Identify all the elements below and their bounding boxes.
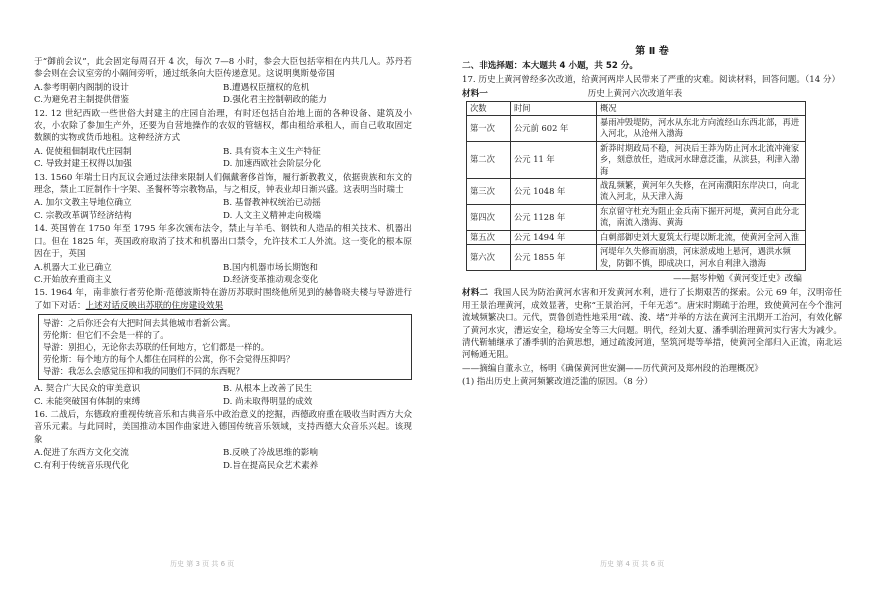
table-cell: 第三次 bbox=[467, 179, 511, 205]
table-title: 历史上黄河六次改道年表 bbox=[587, 89, 683, 100]
q13-options bbox=[34, 197, 412, 222]
table-row bbox=[467, 116, 806, 142]
q13-option-d: D. 人文主义精神走向极端 bbox=[223, 210, 321, 221]
table-cell: 战乱频繁，黄河年久失修，在河南濮阳东岸决口，向北流入河北，从天津入海 bbox=[597, 179, 806, 205]
q12-option-d: D. 加速西欧社会阶层分化 bbox=[223, 159, 321, 170]
table-row bbox=[467, 245, 806, 271]
q11-option-c: C.为避免君主制提供借鉴 bbox=[34, 95, 129, 106]
q17-subquestion-1: (1) 指出历史上黄河频繁改道泛滥的原因。（8 分） bbox=[462, 377, 653, 388]
history-table bbox=[466, 101, 806, 271]
q16-option-a: A.促进了东西方文化交流 bbox=[34, 448, 129, 459]
q11-option-d: D.强化君主控制朝政的能力 bbox=[223, 95, 327, 106]
q12-option-b: B. 具有资本主义生产特征 bbox=[223, 146, 321, 157]
dialogue-line: 劳伦斯：但它们不会是一样的了。 bbox=[43, 330, 169, 341]
page-footer-right: 历史 第 4 页 共 6 页 bbox=[600, 560, 665, 568]
q16-option-d: D.旨在提高民众艺术素养 bbox=[223, 460, 319, 471]
left-column bbox=[34, 56, 412, 473]
table-cell: 第六次 bbox=[467, 245, 511, 271]
table-header-cell: 概况 bbox=[597, 101, 806, 115]
q12-option-a: A. 促使租佃制取代庄园制 bbox=[34, 146, 132, 157]
q13-option-a: A. 加尔文教主导地位确立 bbox=[34, 198, 132, 209]
table-cell: 新莽时期政局不稳，河决后王莽为防止河水北流冲淹家乡，刻意放任，造成河水肆意泛滥，从滨县，利津入渤海 bbox=[597, 141, 806, 178]
table-cell: 公元 1855 年 bbox=[511, 245, 597, 271]
q15-option-a: A. 契合广大民众的审美意识 bbox=[34, 384, 141, 395]
table-cell: 东京留守杜充为阻止金兵南下掘开河堤，黄河自此分北流，南流入渤海、黄海 bbox=[597, 204, 806, 230]
dialogue-line: 导游：别担心，无论你去苏联的任何地方，它们都是一样的。 bbox=[43, 342, 270, 353]
q13-option-c: C. 宗教改革调节经济结构 bbox=[34, 210, 132, 221]
q11-options bbox=[34, 82, 412, 107]
table-row bbox=[467, 141, 806, 178]
dialogue-line: 劳伦斯：每个地方的每个人都住在同样的公寓，你不会觉得压抑吗？ bbox=[43, 354, 295, 365]
q11-option-a: A.参考明朝内阁制的设计 bbox=[34, 82, 129, 93]
q16-options bbox=[34, 447, 412, 472]
table-row bbox=[467, 179, 806, 205]
table-cell: 河堤年久失修而崩溃，河床淤成地上悬河，遇洪水频发，防御不慎，即成决口，河水自利津入渤海 bbox=[597, 245, 806, 271]
q14-option-b: B.国内机器市场长期饱和 bbox=[223, 262, 318, 273]
table-cell: 暴雨冲毁堤防，河水从东北方向流经山东西北部，再进入河北，从沧州入渤海 bbox=[597, 116, 806, 142]
table-cell: 白刺部御史刘大夏筑太行堤以断北流，使黄河全河入淮 bbox=[597, 230, 806, 244]
table-header-cell: 时间 bbox=[511, 101, 597, 115]
q14-option-c: C.开始放弃重商主义 bbox=[34, 274, 112, 285]
table-cell: 第五次 bbox=[467, 230, 511, 244]
table-row bbox=[467, 204, 806, 230]
q15-stem bbox=[34, 287, 412, 312]
q16-option-c: C.有利于传统音乐现代化 bbox=[34, 460, 129, 471]
volume-title: 第 Ⅱ 卷 bbox=[635, 46, 669, 57]
q13-option-b: B. 基督教神权统治已动摇 bbox=[223, 198, 321, 209]
dialogue-line: 导游：之后你还会有大把时间去其他城市看新公寓。 bbox=[43, 318, 236, 329]
table-cell: 公元 1494 年 bbox=[511, 230, 597, 244]
q12-stem: 12. 12 世纪西欧一些世俗大封建主的庄园自治理，有时还包括自治地上面的各种设备、建筑及小农，小农除了参加生产外，还要为自营地操作的农奴的管辖权，都由租给承租人，而自己收取固定数额的实物或货币地租。这种经济方式 bbox=[34, 108, 412, 144]
q14-option-a: A.机器大工业已确立 bbox=[34, 262, 112, 273]
table-cell: 第二次 bbox=[467, 141, 511, 178]
q14-stem: 14. 英国曾在 1750 年至 1795 年多次颁布法令，禁止与羊毛、钢铁和人造品的相关技术、机器出口。但在 1825 年，英国政府取消了技术和机器出口禁令，允许技术工人外流。这一变化的根本原因在于，英国 bbox=[34, 224, 412, 260]
q14-option-d: D.经济变革推动观念变化 bbox=[223, 274, 319, 285]
material2-text: 我国人民为防治黄河水害和开发黄河水利，进行了长期艰苦的探索。公元 69 年，汉明帝任用王景治理黄河，成效显著，史称“王景治河，千年无恙”。唐宋时期疏于治理，致使黄河在今个淮河流域频繁决口。元代，贾鲁创造性地采用“疏、浚、堵”并举的方法在黄河主汛期开工治河，有效化解了黄河水灾，漕运安全，稳场安全等三大问题。明代，经刘大夏、潘季驯治理黄河实行害大为减少。清代靳辅继承了潘季驯的治黄思想，通过疏浚河道，坚筑河堤等举措，使黄河全部归入正流，南北运河畅通无阻。 bbox=[462, 288, 842, 361]
right-column bbox=[462, 46, 842, 390]
q15-option-c: C. 未能突破国有体制的束缚 bbox=[34, 396, 141, 407]
q11-option-b: B.遭遇权臣擅权的危机 bbox=[223, 82, 310, 93]
material2 bbox=[462, 287, 842, 361]
table-cell: 公元 1048 年 bbox=[511, 179, 597, 205]
dialogue-box bbox=[38, 314, 412, 380]
material1-label: 材料一 bbox=[462, 89, 488, 100]
q15-option-b: B. 从根本上改善了民生 bbox=[223, 384, 313, 395]
q14-options bbox=[34, 262, 412, 287]
table-cell: 公元前 602 年 bbox=[511, 116, 597, 142]
material1-source: ——据岑仲勉《黄河变迁史》改编 bbox=[673, 273, 802, 284]
q15-option-d: D. 尚未取得明显的成效 bbox=[223, 396, 313, 407]
section-heading: 二、非选择题：本大题共 4 小题，共 52 分。 bbox=[462, 61, 639, 72]
material2-label: 材料二 bbox=[462, 288, 489, 299]
q16-option-b: B.反映了冷战思维的影响 bbox=[223, 448, 318, 459]
q15-stem-text: 15. 1964 年，南非旅行者劳伦斯·范德波斯特在游历苏联时围绕他所见到的赫鲁晓夫楼与导游进行了如下对话： bbox=[34, 288, 412, 311]
table-cell: 公元 11 年 bbox=[511, 141, 597, 178]
material2-source: ——摘编自董永立，杨明《确保黄河世安澜——历代黄河及郑州段的治理概况》 bbox=[462, 363, 763, 374]
dialogue-line: 导游：我怎么会感觉压抑和我的同胞们不同的东西呢？ bbox=[43, 366, 244, 377]
q13-stem: 13. 1560 年瑞士日内瓦议会通过法律来限制人们佩戴奢侈首饰，履行新教教义，依据贵族和东文的理念，禁止工匠制作十字架、圣餐杯等宗教物品，与之相反，钟表业却日渐兴盛。这表明当时瑞士 bbox=[34, 172, 412, 196]
table-header-cell: 次数 bbox=[467, 101, 511, 115]
table-cell: 第四次 bbox=[467, 204, 511, 230]
page-footer-left: 历史 第 3 页 共 6 页 bbox=[170, 560, 235, 568]
q16-stem: 16. 二战后，东德政府重视传统音乐和古典音乐中政治意义的挖掘，西德政府重在吸收当时西方大众音乐元素。与此同时，美国推动本国作曲家进入德国传统音乐领域，支持西德大众音乐兴起。该现象 bbox=[34, 409, 412, 445]
material1-heading bbox=[462, 88, 842, 100]
q11-stem: 于“御前会议”，此会固定每周召开 4 次，每次 7—8 小时，参会大臣包括宰相在内共几人。苏丹若参会则在会议室旁的小隔间旁听，通过纸条向大臣传递意见。这说明奥斯曼帝国 bbox=[34, 57, 412, 80]
q17-stem: 17. 历史上黄河曾经多次改道，给黄河两岸人民带来了严重的灾难。阅读材料，回答问题。（14 分） bbox=[462, 74, 841, 85]
table-row bbox=[467, 230, 806, 244]
q15-options bbox=[34, 383, 412, 408]
q12-options bbox=[34, 146, 412, 171]
table-header-row bbox=[467, 101, 806, 115]
table-cell: 公元 1128 年 bbox=[511, 204, 597, 230]
table-cell: 第一次 bbox=[467, 116, 511, 142]
q12-option-c: C. 导致封建王权得以加强 bbox=[34, 159, 132, 170]
q15-stem-underlined: 上述对话反映出苏联的住房建设效果 bbox=[85, 300, 224, 311]
